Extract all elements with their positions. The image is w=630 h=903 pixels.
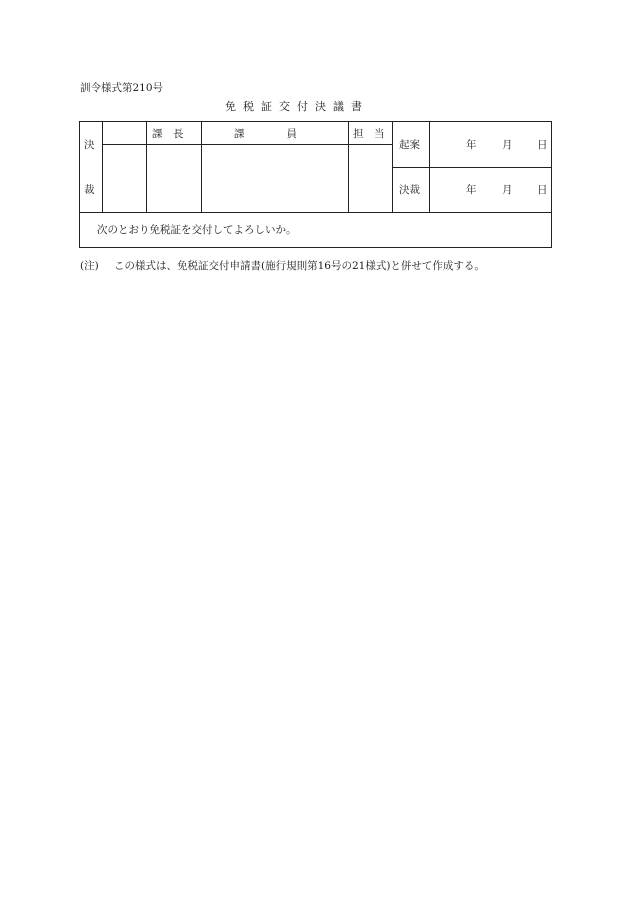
grid-line bbox=[102, 144, 392, 145]
drafted-label: 起案 bbox=[399, 139, 420, 151]
document-title: 免税証交付決議書 bbox=[225, 100, 369, 113]
approved-label: 決裁 bbox=[399, 184, 420, 196]
approved-year-label: 年 bbox=[466, 184, 477, 196]
drafted-year-label: 年 bbox=[466, 139, 477, 151]
drafted-day-label: 日 bbox=[537, 139, 548, 151]
section-chief-header: 課 長 bbox=[152, 128, 184, 140]
approval-statement: 次のとおり免税証を交付してよろしいか。 bbox=[97, 224, 297, 236]
form-number: 訓令様式第210号 bbox=[80, 82, 164, 94]
drafted-month-label: 月 bbox=[502, 139, 513, 151]
decision-label-bottom: 裁 bbox=[84, 184, 95, 196]
footnote bbox=[80, 260, 485, 272]
grid-line bbox=[201, 122, 202, 212]
grid-line bbox=[146, 122, 147, 212]
footnote-text: この様式は、免税証交付申請書(施行規則第16号の21様式)と併せて作成する。 bbox=[114, 260, 485, 272]
grid-line bbox=[348, 122, 349, 212]
approved-month-label: 月 bbox=[502, 184, 513, 196]
section-staff-header: 課 員 bbox=[234, 128, 297, 140]
decision-label-top: 決 bbox=[84, 139, 95, 151]
person-in-charge-header: 担 当 bbox=[353, 128, 385, 140]
grid-line bbox=[80, 212, 552, 213]
approved-day-label: 日 bbox=[537, 184, 548, 196]
footnote-tag: (注) bbox=[80, 260, 99, 272]
decision-table bbox=[79, 121, 552, 248]
grid-line bbox=[102, 122, 103, 212]
grid-line bbox=[392, 167, 552, 168]
